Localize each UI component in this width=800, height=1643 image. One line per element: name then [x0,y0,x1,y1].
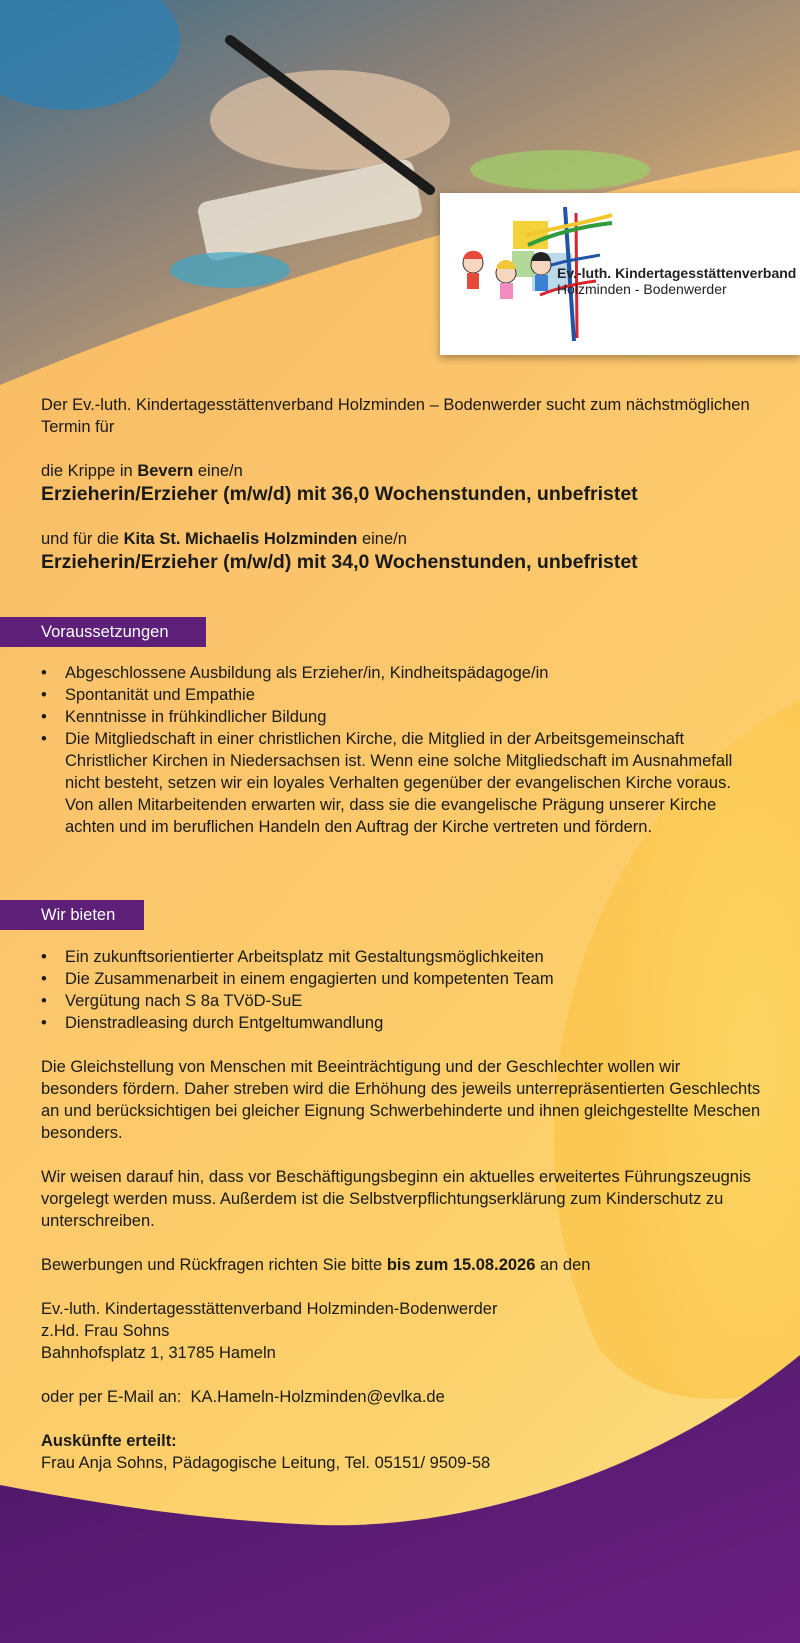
list-item: • Spontanität und Empathie [41,684,761,706]
address-org: Ev.-luth. Kindertagesstättenverband Holzminden-Bodenwerder [41,1300,498,1318]
email-link[interactable]: KA.Hameln-Holzminden@evlka.de [190,1388,445,1406]
list-item: • Abgeschlossene Ausbildung als Erzieher/in, Kindheitspädagoge/in [41,662,761,684]
list-item: • Dienstradleasing durch Entgeltumwandlung [41,1012,761,1034]
offer-heading: Wir bieten [0,900,144,930]
position-1-place: Bevern [137,462,194,480]
intro-text: Der Ev.-luth. Kindertagesstättenverband Holzminden – Bodenwerder sucht zum nächstmöglichen Termin für [41,396,750,436]
requirements-list [41,662,761,838]
position-2-title: Erzieherin/Erzieher (m/w/d) mit 34,0 Wochenstunden, unbefristet [41,551,638,573]
logo-title: Ev.-luth. Kindertagesstättenverband [557,265,797,281]
offer-section [41,946,761,1474]
list-item: • Die Zusammenarbeit in einem engagierten und kompetenten Team [41,968,761,990]
position-2-place: Kita St. Michaelis Holzminden [123,530,358,548]
organization-logo [440,193,800,355]
certificate-notice: Wir weisen darauf hin, dass vor Beschäftigungsbeginn ein aktuelles erweitertes Führungszeugnis vorgelegt werden muss. Außerdem ist die Selbstverpflichtungserklärung zum Kinderschutz zu unterschreiben. [41,1168,751,1230]
requirements-heading: Voraussetzungen [0,617,206,647]
position-1-line: die Krippe in Bevern eine/n [41,462,243,480]
contact-heading: Auskünfte erteilt: [41,1432,177,1450]
job-ad-content [41,394,761,574]
email-line: oder per E-Mail an: KA.Hameln-Holzminden@evlka.de [41,1388,445,1406]
application-line: Bewerbungen und Rückfragen richten Sie bitte bis zum 15.08.2026 an den [41,1256,591,1274]
equality-statement: Die Gleichstellung von Menschen mit Beeinträchtigung und der Geschlechter wollen wir besonders fördern. Daher streben wird die Erhöhung des jeweils unterrepräsentierten Geschlechts an und berücksichtigen bei gleicher Eignung Schwerbehinderte und ihnen gleichgestellte Meschen besonders. [41,1058,761,1142]
list-item: • Vergütung nach S 8a TVöD-SuE [41,990,761,1012]
logo-subtitle: Holzminden - Bodenwerder [557,281,727,297]
list-item: • Die Mitgliedschaft in einer christlichen Kirche, die Mitglied in der Arbeitsgemeinschaft Christlicher Kirchen in Niedersachsen ist. Wenn eine solche Mitgliedschaft im Ausnahmefall nicht besteht, setzen wir ein loyales Verhalten gegenüber der evangelischen Kirche voraus. Von allen Mitarbeitenden erwarten wir, dass sie die evangelische Prägung unserer Kirche achten und im beruflichen Handeln den Auftrag der Kirche vertreten und fördern. [41,728,761,838]
contact-text: Frau Anja Sohns, Pädagogische Leitung, Tel. 05151/ 9509-58 [41,1454,491,1472]
application-deadline: bis zum 15.08.2026 [386,1256,536,1274]
offer-list [41,946,761,1034]
position-2-line: und für die Kita St. Michaelis Holzminden eine/n [41,530,407,548]
list-item: • Kenntnisse in frühkindlicher Bildung [41,706,761,728]
requirements-section [41,662,761,838]
address-street: Bahnhofsplatz 1, 31785 Hameln [41,1344,276,1362]
address-attn: z.Hd. Frau Sohns [41,1322,170,1340]
position-1-title: Erzieherin/Erzieher (m/w/d) mit 36,0 Wochenstunden, unbefristet [41,483,638,505]
list-item: • Ein zukunftsorientierter Arbeitsplatz mit Gestaltungsmöglichkeiten [41,946,761,968]
